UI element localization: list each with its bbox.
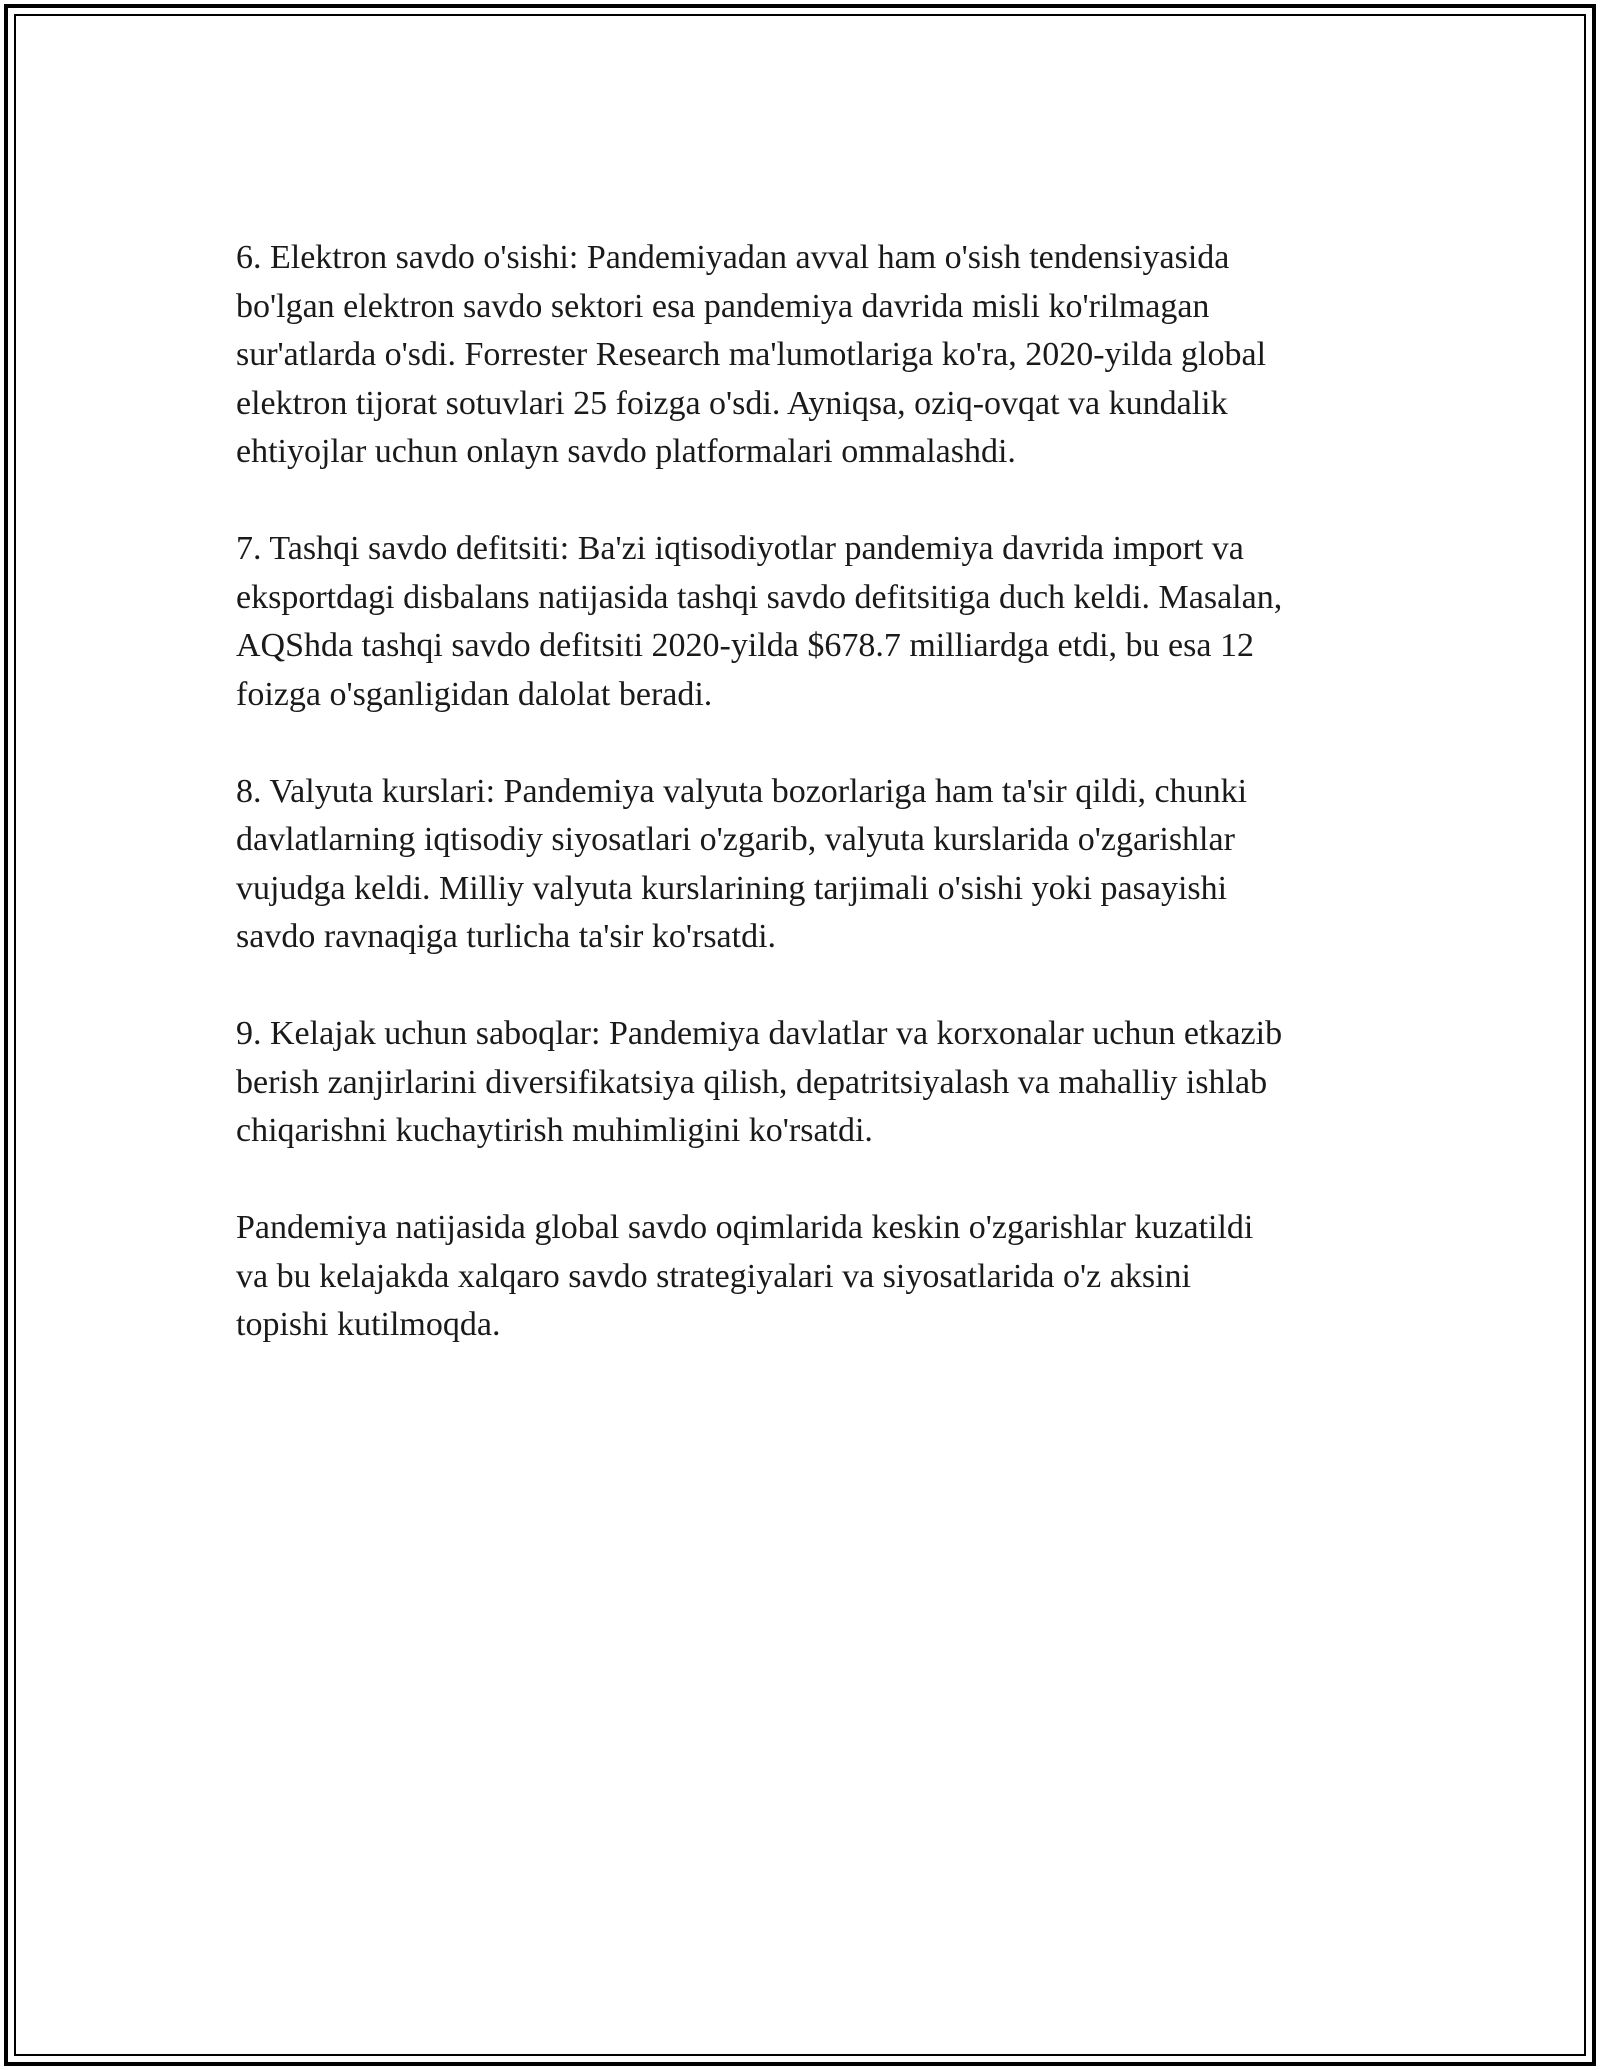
paragraph-conclusion: Pandemiya natijasida global savdo oqimlarida keskin o'zgarishlar kuzatildi va bu kelajakda xalqaro savdo strategiyalari va siyosatlarida o'z aksini topishi kutilmoqda. bbox=[236, 1209, 1254, 1343]
document-body bbox=[236, 234, 1386, 1398]
paragraph-electronic-commerce-growth: 6. Elektron savdo o'sishi: Pandemiyadan avval ham o'sish tendensiyasida bo'lgan elektron savdo sektori esa pandemiya davrida misli ko'rilmagan sur'atlarda o'sdi. Forrester Research ma'lumotlariga ko'ra, 2020-yilda global elektron tijorat sotuvlari 25 foizga o'sdi. Ayniqsa, oziq-ovqat va kundalik ehtiyojlar uchun onlayn savdo platformalari ommalashdi. bbox=[236, 239, 1267, 470]
paragraph-currency-rates: 8. Valyuta kurslari: Pandemiya valyuta bozorlariga ham ta'sir qildi, chunki davlatlarning iqtisodiy siyosatlari o'zgarib, valyuta kurslarida o'zgarishlar vujudga keldi. Milliy valyuta kurslarining tarjimali o'sishi yoki pasayishi savdo ravnaqiga turlicha ta'sir ko'rsatdi. bbox=[236, 772, 1248, 955]
paragraph-foreign-trade-deficit: 7. Tashqi savdo defitsiti: Ba'zi iqtisodiyotlar pandemiya davrida import va eksportdagi disbalans natijasida tashqi savdo defitsitiga duch keldi. Masalan, AQShda tashqi savdo defitsiti 2020-yilda $678.7 milliardga etdi, bu esa 12 foizga o'sganligidan dalolat beradi. bbox=[236, 530, 1283, 713]
paragraph-lessons-for-future: 9. Kelajak uchun saboqlar: Pandemiya davlatlar va korxonalar uchun etkazib berish zanjirlarini diversifikatsiya qilish, depatritsiyalash va mahalliy ishlab chiqarishni kuchaytirish muhimligini ko'rsatdi. bbox=[236, 1015, 1283, 1149]
